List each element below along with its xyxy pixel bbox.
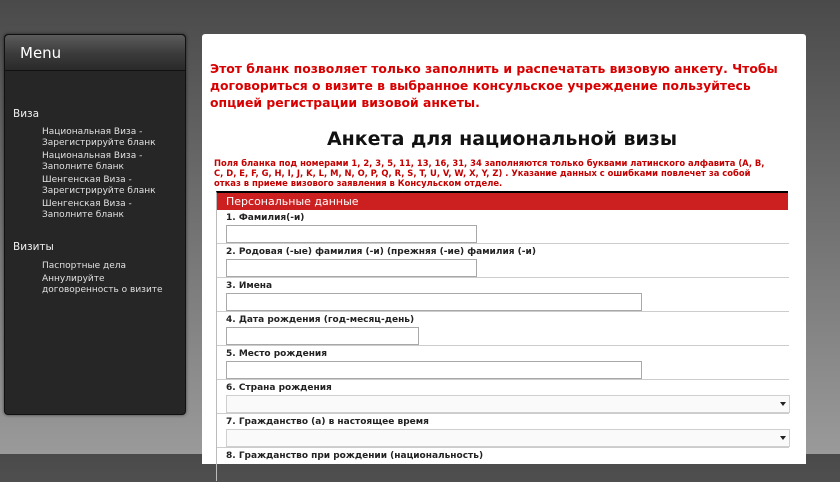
field-names <box>217 278 789 312</box>
field-birth-date <box>217 312 789 346</box>
surname-input[interactable] <box>226 225 477 243</box>
field-label: 4. Дата рождения (год-месяц-день) <box>226 315 415 325</box>
visa-form <box>216 191 788 481</box>
sidebar-item-cancel-visit[interactable]: Аннулируйте договоренность о визите <box>42 274 163 295</box>
birth-place-input[interactable] <box>226 361 642 379</box>
field-label: 6. Страна рождения <box>226 383 332 393</box>
field-citizenship <box>217 414 789 448</box>
sidebar-item-schengen-fill[interactable]: Шенгенская Виза - Заполните бланк <box>42 199 132 220</box>
citizenship-select[interactable] <box>226 429 790 447</box>
page-title: Анкета для национальной визы <box>326 128 678 150</box>
dropdown-arrow-icon <box>780 402 786 406</box>
section-personal-data: Персональные данные <box>217 193 788 210</box>
maiden-name-input[interactable] <box>226 259 477 277</box>
field-label: 7. Гражданство (а) в настоящее время <box>226 417 429 427</box>
field-label: 8. Гражданство при рождении (национальность) <box>226 451 484 461</box>
sidebar-item-national-register[interactable]: Национальная Виза - Зарегистрируйте бланк <box>42 127 156 148</box>
sidebar-menu <box>4 34 186 415</box>
sidebar-item-schengen-register[interactable]: Шенгенская Виза - Зарегистрируйте бланк <box>42 175 156 196</box>
field-label: 3. Имена <box>226 281 273 291</box>
sidebar-section-visa: Виза <box>13 108 40 120</box>
visits-menu-list <box>42 261 182 298</box>
field-birth-country <box>217 380 789 414</box>
sidebar-item-national-fill[interactable]: Национальная Виза - Заполните бланк <box>42 151 143 172</box>
sidebar-section-visits: Визиты <box>13 241 54 253</box>
visa-menu-list <box>42 127 182 223</box>
field-citizenship-at-birth <box>217 448 789 482</box>
dropdown-arrow-icon <box>780 436 786 440</box>
field-birth-place <box>217 346 789 380</box>
field-maiden-name <box>217 244 789 278</box>
warning-text: Этот бланк позволяет только заполнить и распечатать визовую анкету. Чтобы договориться о визите в выбранное консульское учреждение пользуйтесь опцией регистрации визовой анкеты. <box>210 61 778 110</box>
field-surname <box>217 210 789 244</box>
names-input[interactable] <box>226 293 642 311</box>
main-panel <box>202 34 806 464</box>
menu-title: Menu <box>5 35 185 71</box>
sidebar-item-passport[interactable]: Паспортные дела <box>42 261 126 271</box>
field-label: 1. Фамилия(-и) <box>226 213 305 223</box>
latin-letters-note: Поля бланка под номерами 1, 2, 3, 5, 11, 13, 16, 31, 34 заполняются только буквами латинского алфавита (A, B, C, D, E, F, G, H, I, J, K, L, M, N, O, P, Q, R, S, T, U, V, W, X, Y, Z) . Указание данных с ошибками повлечет за собой отказ в приеме визового заявления в Консульском отделе. <box>214 158 765 188</box>
birth-country-select[interactable] <box>226 395 790 413</box>
birth-date-input[interactable] <box>226 327 419 345</box>
field-label: 2. Родовая (-ые) фамилия (-и) (прежняя (-ие) фамилия (-и) <box>226 247 536 257</box>
field-label: 5. Место рождения <box>226 349 327 359</box>
